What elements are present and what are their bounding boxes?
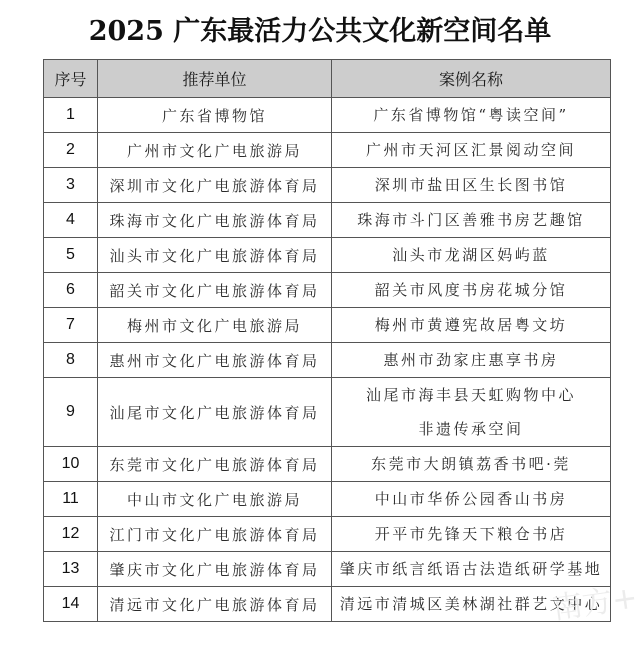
case-name-line: 清远市清城区美林湖社群艺文中心 <box>339 595 603 613</box>
recommending-unit-cell: 江门市文化广电旅游体育局 <box>98 517 332 552</box>
case-name-line: 惠州市劲家庄惠享书房 <box>383 351 559 369</box>
case-name-line: 广州市天河区汇景阅动空间 <box>365 141 576 159</box>
case-name-line: 非遗传承空间 <box>418 420 524 438</box>
header-recommending-unit: 推荐单位 <box>98 60 332 98</box>
case-name-line: 中山市华侨公园香山书房 <box>374 490 568 508</box>
watermark-logo: 南方+ <box>550 580 640 627</box>
header-serial-number: 序号 <box>44 60 98 98</box>
serial-number-cell: 13 <box>44 552 98 587</box>
case-name-line: 广东省博物馆“粤读空间” <box>373 106 569 124</box>
case-name-cell <box>332 238 611 273</box>
serial-number-cell: 5 <box>44 238 98 273</box>
table-row <box>44 273 611 308</box>
table-header-row <box>44 60 611 98</box>
case-name-line: 韶关市风度书房花城分馆 <box>374 281 568 299</box>
recommending-unit-cell: 梅州市文化广电旅游局 <box>98 308 332 343</box>
case-name-line: 珠海市斗门区善雅书房艺趣馆 <box>357 211 585 229</box>
serial-number-cell: 14 <box>44 587 98 622</box>
case-name-line: 肇庆市纸言纸语古法造纸研学基地 <box>339 560 603 578</box>
table-row <box>44 168 611 203</box>
case-name-cell <box>332 517 611 552</box>
table-row <box>44 203 611 238</box>
recommending-unit-cell: 惠州市文化广电旅游体育局 <box>98 343 332 378</box>
serial-number-cell: 2 <box>44 133 98 168</box>
case-name-line: 深圳市盐田区生长图书馆 <box>374 176 568 194</box>
recommending-unit-cell: 东莞市文化广电旅游体育局 <box>98 447 332 482</box>
recommending-unit-cell: 汕头市文化广电旅游体育局 <box>98 238 332 273</box>
case-name-cell <box>332 378 611 447</box>
table-row <box>44 587 611 622</box>
recommending-unit-cell: 广东省博物馆 <box>98 98 332 133</box>
case-name-cell <box>332 98 611 133</box>
document-title: 2025 广东最活力公共文化新空间名单 <box>88 16 552 47</box>
case-name-cell <box>332 482 611 517</box>
serial-number-cell: 12 <box>44 517 98 552</box>
case-name-cell <box>332 308 611 343</box>
table-row <box>44 98 611 133</box>
table-row <box>44 308 611 343</box>
recommending-unit-cell: 肇庆市文化广电旅游体育局 <box>98 552 332 587</box>
header-case-name: 案例名称 <box>332 60 611 98</box>
case-name-cell <box>332 447 611 482</box>
recommending-unit-cell: 中山市文化广电旅游局 <box>98 482 332 517</box>
serial-number-cell: 8 <box>44 343 98 378</box>
recommending-unit-cell: 清远市文化广电旅游体育局 <box>98 587 332 622</box>
case-name-cell <box>332 203 611 238</box>
case-name-cell <box>332 552 611 587</box>
serial-number-cell: 6 <box>44 273 98 308</box>
case-name-cell <box>332 343 611 378</box>
case-name-line: 汕头市龙湖区妈屿蓝 <box>392 246 550 264</box>
recommending-unit-cell: 汕尾市文化广电旅游体育局 <box>98 378 332 447</box>
case-name-line: 东莞市大朗镇荔香书吧·莞 <box>371 455 571 473</box>
table-row <box>44 343 611 378</box>
case-name-line: 开平市先锋天下粮仓书店 <box>374 525 568 543</box>
recommending-unit-cell: 广州市文化广电旅游局 <box>98 133 332 168</box>
case-name-cell <box>332 273 611 308</box>
serial-number-cell: 3 <box>44 168 98 203</box>
case-name-line: 汕尾市海丰县天虹购物中心 <box>365 386 576 404</box>
case-name-cell <box>332 168 611 203</box>
serial-number-cell: 7 <box>44 308 98 343</box>
serial-number-cell: 4 <box>44 203 98 238</box>
table-row <box>44 238 611 273</box>
serial-number-cell: 11 <box>44 482 98 517</box>
serial-number-cell: 9 <box>44 378 98 447</box>
serial-number-cell: 10 <box>44 447 98 482</box>
case-name-cell <box>332 133 611 168</box>
recommending-unit-cell: 深圳市文化广电旅游体育局 <box>98 168 332 203</box>
table-row <box>44 482 611 517</box>
table-row <box>44 378 611 447</box>
table-row <box>44 447 611 482</box>
recommending-unit-cell: 珠海市文化广电旅游体育局 <box>98 203 332 238</box>
table-row <box>44 517 611 552</box>
case-name-cell <box>332 587 611 622</box>
space-list-table <box>43 59 611 622</box>
recommending-unit-cell: 韶关市文化广电旅游体育局 <box>98 273 332 308</box>
table-row <box>44 133 611 168</box>
case-name-line: 梅州市黄遵宪故居粤文坊 <box>374 316 568 334</box>
table-row <box>44 552 611 587</box>
serial-number-cell: 1 <box>44 98 98 133</box>
